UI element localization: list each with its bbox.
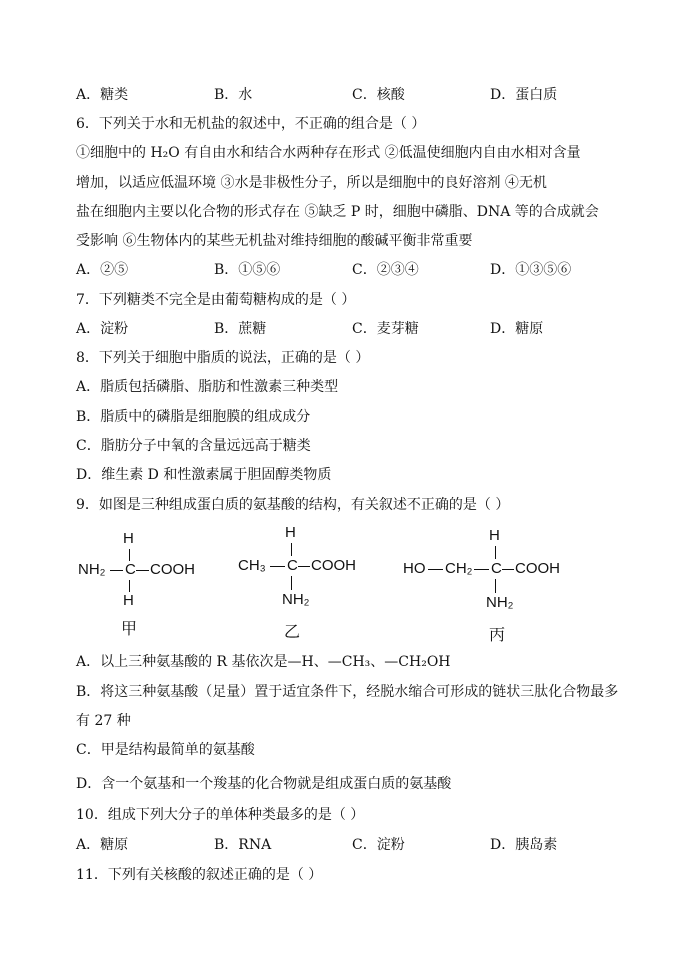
bond-line [291,576,292,590]
q9-option-b-continued: 有 27 种 [76,713,131,729]
yi-left-group: CH₃ [238,557,266,574]
q7-option-c: C．麦芽糖 [352,321,419,337]
q9-option-a: A．以上三种氨基酸的 R 基依次是—H、—CH₃、—CH₂OH [76,654,451,670]
bond-line [270,566,285,567]
yi-top-atom: H [285,524,296,541]
bond-line [474,569,489,570]
q10-option-d: D．胰岛素 [490,837,558,853]
q6-option-c: C．②③④ [352,262,419,278]
q9-stem: 9．如图是三种组成蛋白质的氨基酸的结构，有关叙述不正确的是（ ） [76,497,510,513]
bing-bottom-group: NH₂ [486,594,514,611]
bing-hydroxyl-group: HO [403,560,426,577]
jia-right-group: COOH [150,561,195,578]
bond-line [136,570,149,571]
q5-option-c: C．核酸 [352,87,405,103]
bond-line [428,569,443,570]
structure-label-jia: 甲 [121,619,138,638]
q10-option-c: C．淀粉 [352,837,405,853]
q5-option-d: D．蛋白质 [490,87,558,103]
bond-line [298,566,310,567]
bond-line [495,579,496,593]
bond-line [129,549,130,561]
q9-option-b: B．将这三种氨基酸（足量）置于适宜条件下，经脱水缩合可形成的链状三肽化合物最多 [76,684,619,700]
bing-ch2-group: CH₂ [445,560,473,577]
yi-center-atom: C [287,557,298,574]
bond-line [502,569,514,570]
jia-bottom-atom: H [123,592,134,609]
bing-right-group: COOH [515,560,560,577]
yi-bottom-group: NH₂ [282,591,310,608]
q10-stem: 10．组成下列大分子的单体种类最多的是（ ） [76,807,365,823]
bond-line [291,543,292,556]
q11-stem: 11．下列有关核酸的叙述正确的是（ ） [76,867,323,883]
q8-option-c: C．脂肪分子中氧的含量远远高于糖类 [76,438,311,454]
bond-line [110,570,123,571]
q10-option-a: A．糖原 [76,837,129,853]
bing-center-atom: C [491,560,502,577]
q10-option-b: B．RNA [214,837,272,853]
q8-option-a: A．脂质包括磷脂、脂肪和性激素三种类型 [76,379,339,395]
q7-option-a: A．淀粉 [76,321,129,337]
q6-statement-line: 盐在细胞内主要以化合物的形式存在 ⑤缺乏 P 时，细胞中磷脂、DNA 等的合成就会 [76,204,599,220]
structure-label-yi: 乙 [284,622,301,641]
q7-option-b: B．蔗糖 [214,321,267,337]
yi-right-group: COOH [311,557,356,574]
q8-option-b: B．脂质中的磷脂是细胞膜的组成成分 [76,409,311,425]
jia-center-atom: C [125,561,136,578]
q7-option-d: D．糖原 [490,321,544,337]
q7-stem: 7．下列糖类不完全是由葡萄糖构成的是（ ） [76,292,356,308]
q6-option-a: A．②⑤ [76,262,129,278]
jia-top-atom: H [123,530,134,547]
bing-top-atom: H [489,527,500,544]
q6-stem: 6．下列关于水和无机盐的叙述中，不正确的组合是（ ） [76,116,426,132]
bond-line [495,546,496,559]
q5-option-b: B．水 [214,87,253,103]
structure-label-bing: 丙 [489,625,506,644]
q9-option-d: D．含一个氨基和一个羧基的化合物就是组成蛋白质的氨基酸 [76,776,452,792]
q6-option-b: B．①⑤⑥ [214,262,281,278]
bond-line [129,580,130,592]
q6-statement-line: 受影响 ⑥生物体内的某些无机盐对维持细胞的酸碱平衡非常重要 [76,233,473,249]
q6-statement-line: 增加，以适应低温环境 ③水是非极性分子，所以是细胞中的良好溶剂 ④无机 [76,175,547,191]
q6-statement-line: ①细胞中的 H₂O 有自由水和结合水两种存在形式 ②低温使细胞内自由水相对含量 [76,145,581,161]
jia-left-group: NH₂ [78,561,106,578]
q8-option-d: D．维生素 D 和性激素属于胆固醇类物质 [76,467,332,483]
q9-option-c: C．甲是结构最简单的氨基酸 [76,742,255,758]
q6-option-d: D．①③⑤⑥ [490,262,572,278]
q5-option-a: A．糖类 [76,87,129,103]
q8-stem: 8．下列关于细胞中脂质的说法，正确的是（ ） [76,350,370,366]
